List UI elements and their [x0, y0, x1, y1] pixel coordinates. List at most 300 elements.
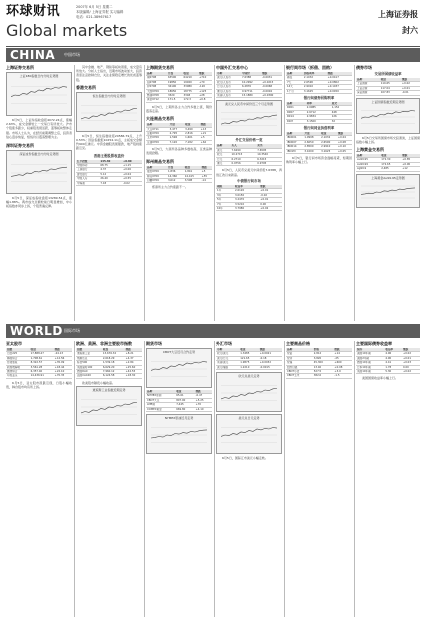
- line-chart: [11, 78, 67, 112]
- table-row: [6, 356, 72, 360]
- table-cell: +8.21: [125, 352, 142, 356]
- editor-line: 本版编辑/ 上海证券报 实习编辑: [76, 10, 124, 14]
- table-cell: 0.9756: [231, 162, 257, 166]
- table-cell: 1.3485: [239, 352, 258, 356]
- table-cell: +70.35: [54, 374, 72, 378]
- table-cell: +0.04: [337, 136, 352, 140]
- table-cell: 欧元: [216, 153, 231, 157]
- table-cell: 0.00: [259, 202, 282, 206]
- data-table: [76, 348, 142, 379]
- table-cell: 669.80: [175, 407, 194, 411]
- table-cell: 美元/人民币: [216, 76, 241, 80]
- table-row: [286, 365, 352, 369]
- table-cell: 涨跌: [195, 390, 212, 394]
- table-cell: CBOT大豆: [146, 398, 175, 402]
- article-text: 6月5日，上证综指收盘报4072.24点，涨幅2.63%，成交金额较上一交易日有所放大。沪市个股涨多跌少，权重股表现活跃，蓝筹板块整体走强。市场人士认为，在经历前期调整之后，投资者信心逐步恢复，短线仍以震荡整理为主。: [6, 118, 72, 139]
- table-cell: 英国10年期: [356, 370, 384, 374]
- table-cell: 澳洲综合: [6, 370, 30, 374]
- table-cell: +0.02: [402, 352, 420, 356]
- table-cell: 债券: [356, 348, 384, 352]
- column-divider: [74, 341, 75, 617]
- table-cell: +13: [200, 127, 212, 131]
- table-cell: 隔夜: [286, 76, 303, 80]
- table-cell: IBO014: [286, 145, 303, 149]
- table-row: [286, 374, 352, 378]
- table-cell: 英镑/美元: [216, 361, 239, 365]
- table-cell: 110.65: [380, 82, 401, 86]
- column-divider: [214, 65, 215, 321]
- table-cell: +25.60: [125, 365, 142, 369]
- table-cell: 5年: [216, 198, 234, 202]
- table-row: [356, 361, 420, 365]
- table-cell: +0.55: [122, 177, 142, 181]
- table-cell: 3,598: [184, 178, 201, 182]
- column-intl-bonds: [356, 341, 420, 617]
- column-heading: 欧洲、美洲、非洲主要股市指数: [76, 341, 132, 346]
- article-text: 6月5日，银行间市场资金面略趋紧，短期回购利率小幅上行。: [286, 156, 352, 165]
- table-cell: 币种: [216, 72, 241, 76]
- table-cell: IBO007: [286, 140, 303, 144]
- data-table: [216, 348, 282, 370]
- line-chart: [11, 156, 67, 190]
- table-cell: 日元/人民币: [216, 85, 241, 89]
- table-cell: 新加坡海峡: [6, 365, 30, 369]
- table-cell: +0.0032: [259, 361, 282, 365]
- table-cell: +0.04: [122, 172, 142, 176]
- table-cell: 172.65: [380, 162, 401, 166]
- table-row: [356, 356, 420, 360]
- table-cell: 3.1000: [303, 149, 320, 153]
- table-cell: 上证企债: [356, 86, 380, 90]
- table-cell: 美元/日元: [216, 356, 239, 360]
- chart-box: [146, 348, 212, 388]
- table-cell: 807.00: [175, 398, 194, 402]
- column-futures-world: [146, 341, 212, 617]
- table-cell: +0.8: [198, 98, 212, 102]
- table-cell: 上证国债: [356, 82, 380, 86]
- table-row: [216, 162, 282, 166]
- table-cell: 收盘: [184, 123, 200, 127]
- table-cell: 14,415: [184, 174, 201, 178]
- table-row: [146, 398, 212, 402]
- article-text: 6月5日，国际汇市美元小幅走软。: [222, 456, 268, 461]
- table-cell: -0.0015: [259, 365, 282, 369]
- masthead: [6, 4, 420, 44]
- table-cell: +0.08: [337, 140, 352, 144]
- table-cell: 开盘: [167, 72, 183, 76]
- table-cell: -0.18: [259, 356, 282, 360]
- article-text: 6月5日，深证成指收盘报13289.54点，涨幅1.88%。两市成交总额较前日明显增加，中小板指数亦同步上扬，个股普遍反弹。: [6, 196, 72, 209]
- table-cell: 6.2876: [241, 85, 261, 89]
- table-cell: 收盘: [380, 154, 401, 158]
- table-cell: +55: [201, 174, 212, 178]
- article-text: 欧美股市隔夜小幅收高。: [82, 380, 116, 385]
- table-cell: 涨跌: [54, 348, 72, 352]
- table-cell: 1,152: [331, 106, 352, 110]
- table-cell: +0.0450: [327, 89, 352, 93]
- table-cell: 纳斯达克: [76, 356, 102, 360]
- column-heading: 中国外汇交易中心: [216, 65, 248, 70]
- table-row: [6, 374, 72, 378]
- table-cell: +70: [195, 403, 212, 407]
- table-cell: 1,836: [167, 170, 184, 174]
- china-label: CHINA: [10, 48, 56, 62]
- table-cell: 品种: [286, 132, 303, 136]
- line-chart: [221, 420, 277, 450]
- table-cell: +0.01: [259, 198, 282, 202]
- chart-title: CBOT大豆近月合约走势: [162, 350, 196, 354]
- table-cell: 13.40: [313, 365, 334, 369]
- table-cell: 收益率: [234, 185, 259, 189]
- table-cell: 7,960.12: [102, 370, 125, 374]
- world-label: WORLD: [10, 324, 63, 338]
- data-table: [356, 154, 420, 172]
- table-cell: 4.37: [99, 168, 122, 172]
- column-heading: 债券市场: [356, 65, 372, 70]
- table-cell: 1.9875: [239, 361, 258, 365]
- line-chart: [151, 354, 207, 384]
- table-cell: +3.0: [333, 370, 352, 374]
- table-cell: 2.9910: [303, 85, 327, 89]
- table-cell: 7.18: [99, 181, 122, 185]
- table-cell: 日元: [216, 157, 231, 161]
- table-cell: 7,445: [175, 403, 194, 407]
- table-cell: 建设银行: [76, 172, 99, 176]
- table-cell: 1,841: [184, 170, 201, 174]
- line-chart: [81, 392, 137, 422]
- table-cell: 18650: [167, 89, 183, 93]
- article-text: 郑商所主力合约涨跌不一。: [152, 185, 189, 190]
- table-cell: +0.03: [402, 361, 420, 365]
- table-cell: +14: [333, 352, 352, 356]
- table-cell: 收盘: [184, 166, 201, 170]
- table-cell: +0.0215: [261, 80, 282, 84]
- table-row: [286, 119, 352, 123]
- table-cell: 收盘: [239, 348, 258, 352]
- table-cell: 32: [331, 119, 352, 123]
- table-cell: 2,485: [380, 167, 401, 171]
- column-heading: 大连商品交易所: [146, 116, 174, 122]
- table-cell: +0.0417: [327, 76, 352, 80]
- table-cell: 收盘: [320, 132, 337, 136]
- table-cell: +42.55: [125, 370, 142, 374]
- table-cell: 品种: [286, 348, 313, 352]
- column-global-stocks: [76, 341, 142, 617]
- table-cell: +0.01: [401, 86, 420, 90]
- table-cell: 价格: [313, 348, 334, 352]
- table-cell: R001: [286, 106, 306, 110]
- table-cell: 26.40: [99, 177, 122, 181]
- table-cell: 日经225: [6, 352, 30, 356]
- table-cell: 14,360: [167, 174, 184, 178]
- table-cell: 品种: [286, 102, 306, 106]
- table-cell: +0.1037: [327, 85, 352, 89]
- table-row: [6, 361, 72, 365]
- data-table: [76, 160, 142, 186]
- table-cell: 中间价: [241, 72, 261, 76]
- table-cell: 美国10年期: [356, 352, 384, 356]
- table-cell: 7年: [216, 202, 234, 206]
- line-chart: [361, 104, 415, 130]
- chart-line: [11, 87, 67, 97]
- table-cell: 涨跌: [198, 72, 212, 76]
- table-cell: -0.0068: [261, 85, 282, 89]
- article-text: 6月5日，大商所各品种多数收高，豆类品种表现抢眼。: [146, 147, 212, 156]
- table-cell: +28: [198, 94, 212, 98]
- table-cell: +35.09: [54, 361, 72, 365]
- table-cell: 107.83: [380, 91, 401, 95]
- table-cell: 7.6595: [256, 148, 282, 152]
- table-cell: 天胶0709: [146, 89, 167, 93]
- table-cell: 成交: [331, 102, 352, 106]
- brand-logo: 上海证券报: [378, 9, 418, 19]
- table-cell: 172.30: [380, 158, 401, 162]
- column-divider: [354, 65, 355, 321]
- table-cell: 19920: [183, 80, 199, 84]
- table-cell: 黄金0712: [146, 98, 167, 102]
- table-cell: 17,888.47: [30, 352, 54, 356]
- table-cell: +125: [198, 89, 212, 93]
- table-row: [356, 352, 420, 356]
- column-divider: [144, 341, 145, 617]
- chart-title: 欧元兑美元走势: [238, 374, 260, 379]
- table-cell: IBO1M: [286, 149, 303, 153]
- table-row: [76, 356, 142, 360]
- table-title: 外汇交易价格一览: [235, 138, 263, 143]
- table-cell: 121.65: [239, 356, 258, 360]
- table-cell: 开盘: [169, 123, 185, 127]
- table-cell: +0.05: [337, 149, 352, 153]
- table-cell: 伦铝: [286, 352, 313, 356]
- table-cell: -0.02: [122, 181, 142, 185]
- column-divider: [354, 341, 355, 617]
- table-cell: 涨跌: [401, 78, 420, 82]
- table-cell: 大豆0711: [146, 127, 169, 131]
- table-cell: 印度孟买: [6, 374, 30, 378]
- table-cell: 33980: [183, 85, 199, 89]
- table-row: [216, 206, 282, 210]
- table-cell: 品种: [216, 144, 231, 148]
- article-text: 6月5日交易所国债市场交投清淡，上证国债指数小幅上扬。: [356, 135, 420, 144]
- table-cell: -25: [333, 356, 352, 360]
- data-table: [286, 132, 352, 154]
- column-divider: [284, 65, 285, 321]
- table-cell: 深证国债: [356, 91, 380, 95]
- table-cell: 1年: [216, 189, 234, 193]
- article-text: 6月5日，上期所各主力合约多数上涨，铜价震荡走高。: [146, 104, 212, 114]
- table-cell: 3.1625: [320, 149, 337, 153]
- table-cell: 5.30: [384, 370, 402, 374]
- table-cell: 6,124.58: [102, 374, 125, 378]
- table-row: [76, 361, 142, 365]
- table-cell: 0.9795: [256, 162, 282, 166]
- table-cell: IBO001: [286, 136, 303, 140]
- table-cell: +0.02: [401, 82, 420, 86]
- table-cell: 10年: [216, 206, 234, 210]
- table-row: [146, 407, 212, 411]
- table-cell: 3.1625: [303, 89, 327, 93]
- column-heading: 上海黄金交易所: [356, 147, 384, 153]
- table-cell: 2.6590: [320, 140, 337, 144]
- article-text: 6月5日，恒生指数收报20586.79点，上升0.53%；国企指数报10254.11点，主板成交金额约900亿港元。中资金融股表现强劲，地产股则涨跌互见。: [76, 133, 142, 151]
- table-cell: 欧元/人民币: [216, 80, 241, 84]
- table-cell: 豆油0709: [146, 140, 169, 144]
- chart-title: 上证180指数日内分时走势图: [19, 74, 59, 78]
- table-cell: 法国CAC40: [76, 374, 102, 378]
- table-cell: 64210: [183, 76, 199, 80]
- data-table: [146, 166, 212, 184]
- table-cell: +0.0021: [259, 352, 282, 356]
- table-cell: +600: [333, 361, 352, 365]
- article-text: 6月5日，亚太股市涨跌互现，日股小幅收低，韩台股市均有所上扬。: [6, 380, 72, 390]
- table-cell: -14: [201, 178, 212, 182]
- table-cell: 港元/人民币: [216, 89, 241, 93]
- table-cell: 日本10年期: [356, 365, 384, 369]
- table-cell: 0.00: [402, 365, 420, 369]
- column-heading: 主要商品价格: [286, 341, 310, 346]
- table-cell: 涨跌: [125, 348, 142, 352]
- table-cell: 10.2992: [241, 80, 261, 84]
- table-cell: 2.1032: [303, 76, 327, 80]
- chart-box: [216, 100, 282, 136]
- table-cell: 锌0708: [146, 85, 167, 89]
- table-cell: 涨跌: [401, 154, 420, 158]
- table-cell: 利率: [306, 102, 331, 106]
- chart-box: [216, 414, 282, 454]
- chart-box: [356, 174, 420, 208]
- table-cell: 3320: [167, 94, 183, 98]
- paper-title: 环球财讯: [6, 4, 61, 19]
- table-cell: 纽约白银: [286, 365, 313, 369]
- table-cell: 中海油: [76, 181, 99, 185]
- table-cell: 期限: [216, 185, 234, 189]
- table-cell: 涨跌: [327, 72, 352, 76]
- table-cell: 强麦0709: [146, 170, 167, 174]
- table-cell: 涨跌: [259, 348, 282, 352]
- chart-box: [6, 72, 72, 116]
- table-cell: 1.2210: [239, 365, 258, 369]
- chart-line: [81, 403, 137, 414]
- table-cell: 2,618.29: [102, 356, 125, 360]
- table-cell: 开盘: [167, 166, 184, 170]
- table-cell: 涨跌: [402, 348, 420, 352]
- table-cell: R007: [286, 110, 306, 114]
- table-cell: 品种: [286, 72, 303, 76]
- data-table: [216, 144, 282, 166]
- table-cell: 382.0: [313, 374, 334, 378]
- table-cell: 3,490: [184, 127, 200, 131]
- table-cell: 0.97711: [241, 89, 261, 93]
- column-commodities: [286, 341, 352, 617]
- table-cell: 6.3215: [256, 157, 282, 161]
- chart-title: 美元兑日元走势: [238, 416, 260, 421]
- table-cell: 买入: [231, 144, 257, 148]
- table-cell: 171.5: [167, 98, 183, 102]
- table-cell: Au99.95: [356, 158, 380, 162]
- table-cell: 2.6712: [306, 110, 331, 114]
- table-cell: 中国移动: [76, 164, 99, 168]
- table-row: [146, 394, 212, 398]
- chart-title: 上证国债指数近期走势图: [371, 99, 405, 104]
- table-row: [76, 365, 142, 369]
- column-bonds-gold: [356, 65, 420, 321]
- table-cell: 18775: [183, 89, 199, 93]
- table-cell: 527.5: [313, 370, 334, 374]
- date-line: 2007年 6月 5日 星期二: [76, 5, 113, 9]
- table-cell: +0.02: [259, 206, 282, 210]
- table-cell: +0.90: [401, 162, 420, 166]
- table-cell: 4.41: [384, 361, 402, 365]
- table-cell: +1.15: [122, 164, 142, 168]
- table-cell: 145.30: [99, 160, 122, 164]
- chart-title: 恒生指数日内分时走势图: [92, 93, 126, 98]
- data-table: [286, 102, 352, 124]
- table-cell: 品种: [356, 154, 380, 158]
- table-cell: 加权利率: [303, 72, 327, 76]
- china-section-bar: [6, 48, 420, 62]
- chart-title: 深证成份指数日内分时走势图: [19, 152, 59, 157]
- chart-title: 道琼斯工业指数近期走势: [92, 388, 126, 393]
- table-cell: +0.80: [122, 160, 142, 164]
- table-cell: +18.30: [125, 374, 142, 378]
- table-cell: 玉米0709: [146, 136, 169, 140]
- table-cell: +710: [198, 76, 212, 80]
- table-row: [76, 181, 142, 185]
- table-cell: 美国2年期: [356, 356, 384, 360]
- table-cell: 2.1032: [320, 136, 337, 140]
- column-heading: 郑州商品交易所: [146, 158, 174, 164]
- data-table: [216, 72, 282, 98]
- table-cell: 1个月: [286, 89, 303, 93]
- table-cell: 3,561.28: [30, 365, 54, 369]
- table-cell: -0.02: [259, 193, 282, 197]
- table-cell: +4.37: [125, 356, 142, 360]
- chart-line: [151, 430, 207, 438]
- table-cell: +22.10: [54, 370, 72, 374]
- chart-title: 上海黄金Au99.95走势图: [371, 175, 405, 180]
- table-cell: +0.08: [333, 365, 352, 369]
- table-row: [286, 89, 352, 93]
- table-cell: 1,596: [169, 136, 185, 140]
- line-chart: [81, 98, 137, 128]
- table-cell: 台湾加权: [6, 361, 30, 365]
- column-heading: 上海期货交易所: [146, 65, 174, 70]
- table-cell: LME铜: [146, 403, 175, 407]
- table-cell: 7天: [286, 80, 303, 84]
- table-row: [216, 365, 282, 369]
- column-heading: 上海证券交易所: [6, 65, 34, 70]
- table-row: [76, 370, 142, 374]
- line-chart: [151, 420, 207, 450]
- table-cell: 2.6050: [303, 140, 320, 144]
- table-cell: 10.3540: [256, 153, 282, 157]
- table-cell: Ag99.9: [356, 167, 380, 171]
- table-cell: 1,539.18: [102, 361, 125, 365]
- table-cell: 收盘: [183, 72, 199, 76]
- table-cell: 英镑/人民币: [216, 94, 241, 98]
- table-cell: +2.84: [125, 361, 142, 365]
- table-cell: 伦锌: [286, 356, 313, 360]
- column-divider: [284, 341, 285, 617]
- table-cell: -0.0004: [261, 89, 282, 93]
- table-cell: 品种: [146, 390, 175, 394]
- table-row: [286, 149, 352, 153]
- table-cell: 英国富时100: [76, 365, 102, 369]
- table-cell: 4.90: [384, 356, 402, 360]
- table-cell: +0.06: [122, 168, 142, 172]
- table-cell: 8,322.57: [30, 361, 54, 365]
- table-cell: 品种: [146, 123, 169, 127]
